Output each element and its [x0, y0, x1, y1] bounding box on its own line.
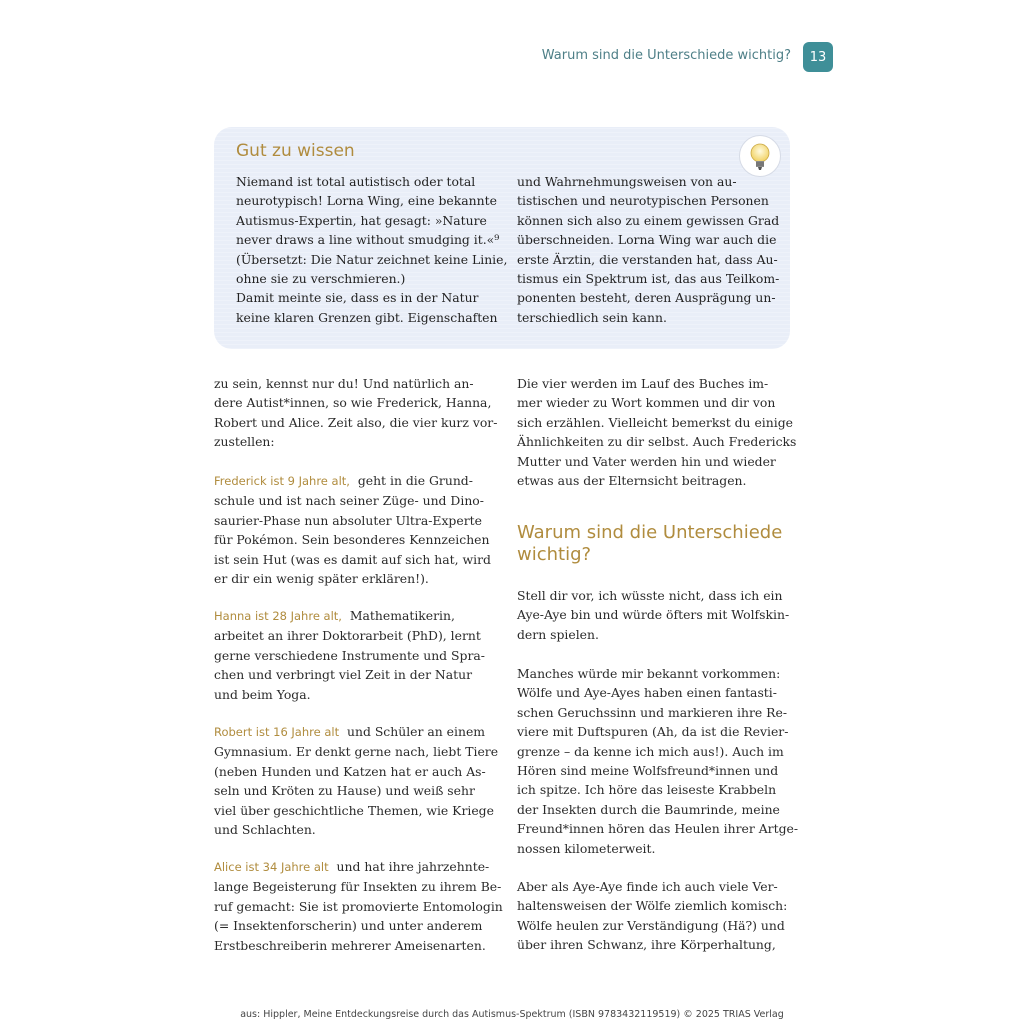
right-paragraph-2: Stell dir vor, ich wüsste nicht, dass ich ein Aye-Aye bin und würde öfters mit Wolfskin- dern spielen. [517, 588, 790, 642]
info-box [214, 127, 790, 349]
section-heading: Warum sind die Unterschiede wichtig? [517, 522, 783, 565]
frederick-lead: Frederick ist 9 Jahre alt, [214, 474, 350, 488]
info-box-left-text: Niemand ist total autistisch oder total neurotypisch! Lorna Wing, eine bekannte Autismus-Expertin, hat gesagt: »Nature never draws a line without smudging it.«⁹ (Übersetzt: Die Natur zeichnet keine Linie, ohne sie zu verschmieren.) Damit meinte sie, dass es in der Natur keine klaren Grenzen gibt. Eigenschaften [236, 174, 508, 325]
footer-credit: aus: Hippler, Meine Entdeckungsreise durch das Autismus-Spektrum (ISBN 9783432119519) © 2025 TRIAS Verlag [240, 1009, 784, 1020]
info-box-title: Gut zu wissen [236, 141, 355, 161]
right-paragraph-3: Manches würde mir bekannt vorkommen: Wölfe und Aye-Ayes haben einen fantasti- schen Geruchssinn und markieren ihre Re- viere mit Duftspuren (Ah, da ist die Revier- grenze – da kenne ich mich aus!). Auch im Hören sind meine Wolfsfreund*innen und ich spitze. Ich höre das leiseste Krabbeln der Insekten durch die Baumrinde, meine Freund*innen hören das Heulen ihrer Artge- nossen kilometerweit. [517, 666, 799, 856]
lightbulb-icon [739, 135, 781, 177]
running-title: Warum sind die Unterschiede wichtig? [541, 48, 791, 63]
robert-text: und Schüler an einem Gymnasium. Er denkt gerne nach, liebt Tiere (neben Hunden und Katzen hat er auch As- seln und Kröten zu Hause) und weiß sehr viel über geschichtliche Themen, wie Kriege und Schlachten. [214, 724, 499, 838]
page-number: 13 [803, 42, 833, 72]
alice-paragraph [214, 857, 503, 955]
alice-text: und hat ihre jahrzehnte- lange Begeisterung für Insekten zu ihrem Be- ruf gemacht: Sie ist promovierte Entomologin (= Insektenforscherin) und unter anderem Erstbeschreiberin mehrerer Ameisenarten. [214, 859, 503, 953]
hanna-text: Mathematikerin, arbeitet an ihrer Doktorarbeit (PhD), lernt gerne verschiedene Instrumente und Spra- chen und verbringt viel Zeit in der Natur und beim Yoga. [214, 608, 485, 702]
hanna-paragraph [214, 606, 485, 704]
frederick-paragraph [214, 471, 491, 588]
info-box-right-text: und Wahrnehmungsweisen von au- tistischen und neurotypischen Personen können sich also zu einem gewissen Grad überschneiden. Lorna Wing war auch die erste Ärztin, die verstanden hat, dass Au- tismus ein Spektrum ist, das aus Teilkom- ponenten besteht, deren Ausprägung un- terschiedlich sein kann. [517, 174, 780, 325]
frederick-text: geht in die Grund- schule und ist nach seiner Züge- und Dino- saurier-Phase nun absoluter Ultra-Experte für Pokémon. Sein besonderes Kennzeichen ist sein Hut (was es damit auf sich hat, wird er dir ein wenig später erklären!). [214, 473, 491, 587]
robert-lead: Robert ist 16 Jahre alt [214, 725, 340, 739]
right-paragraph-1: Die vier werden im Lauf des Buches im- mer wieder zu Wort kommen und dir von sich erzählen. Vielleicht bemerkst du einige Ähnlichkeiten zu dir selbst. Auch Fredericks Mutter und Vater werden hin und wieder etwas aus der Elternsicht beitragen. [517, 376, 797, 489]
right-paragraph-4: Aber als Aye-Aye finde ich auch viele Ver- haltensweisen der Wölfe ziemlich komisch: Wölfe heulen zur Verständigung (Hä?) und über ihren Schwanz, ihre Körperhaltung, [517, 879, 788, 953]
intro-paragraph: zu sein, kennst nur du! Und natürlich an- dere Autist*innen, so wie Frederick, Hanna, Robert und Alice. Zeit also, die vier kurz vor- zustellen: [214, 376, 498, 450]
hanna-lead: Hanna ist 28 Jahre alt, [214, 609, 342, 623]
robert-paragraph [214, 722, 498, 839]
alice-lead: Alice ist 34 Jahre alt [214, 860, 329, 874]
